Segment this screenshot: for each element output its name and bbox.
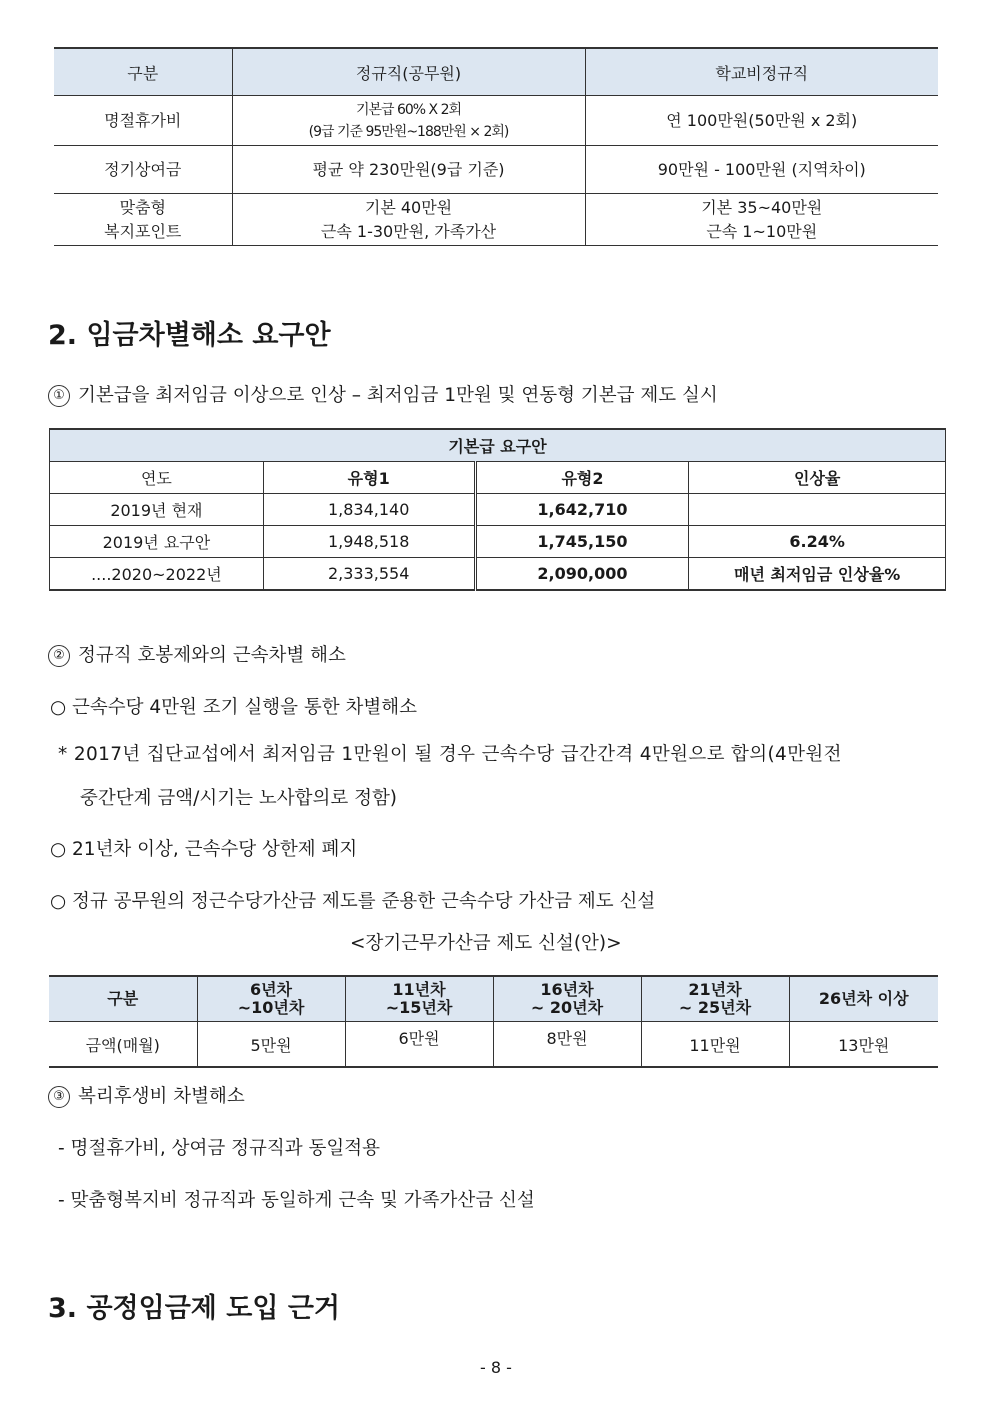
table-header-cell: 연도 [50, 462, 264, 494]
item-text: 기본급을 최저임금 이상으로 인상 – 최저임금 1만원 및 연동형 기본급 제도 실시 [78, 385, 718, 406]
header-line: ~ 25년차 [678, 998, 752, 1017]
table-header-cell: 인상율 [689, 462, 946, 494]
table-cell: 11만원 [641, 1022, 789, 1068]
table-cell: 2,090,000 [475, 558, 689, 591]
table-cell: 1,642,710 [475, 494, 689, 526]
table-header-cell: 구분 [49, 976, 197, 1022]
long-service-bonus-table [49, 975, 938, 1068]
table-header-cell [345, 976, 493, 1022]
table-cell [585, 96, 938, 146]
table-header-cell: 구분 [54, 48, 232, 96]
table-cell: 2019년 현재 [50, 494, 264, 526]
header-line: 16년차 [540, 980, 594, 999]
header-line: ~10년차 [237, 998, 305, 1017]
page-number: - 8 - [480, 1358, 512, 1377]
table-row [54, 146, 938, 194]
table-row [50, 494, 946, 526]
table-title-row [50, 429, 946, 462]
cell-line: 90만원 - 100만원 (지역차이) [657, 159, 866, 179]
cell-line: 맞춤형 [119, 197, 166, 217]
cell-line: 기본 40만원 [364, 197, 453, 217]
table-cell: 2,333,554 [263, 558, 475, 591]
table-cell: 8만원 [493, 1022, 641, 1068]
bullet-item: ○ 21년차 이상, 근속수당 상한제 폐지 [50, 839, 358, 860]
section-heading: 2. 임금차별해소 요구안 [48, 320, 331, 351]
bullet-item: ○ 정규 공무원의 정근수당가산금 제도를 준용한 근속수당 가산금 제도 신설 [50, 891, 656, 912]
table-row [50, 558, 946, 591]
table-cell [232, 194, 585, 246]
table-cell [232, 96, 585, 146]
cell-line: 기본 35~40만원 [701, 197, 823, 217]
circled-number: ③ [48, 1086, 70, 1108]
note-line: 중간단계 금액/시기는 노사합의로 정함) [80, 788, 398, 809]
cell-line: 연 100만원(50만원 x 2회) [666, 110, 858, 130]
dash-item: - 명절휴가비, 상여금 정규직과 동일적용 [58, 1138, 381, 1159]
table-header-cell [641, 976, 789, 1022]
table-header-row [54, 48, 938, 96]
benefits-comparison-table [54, 47, 938, 246]
item-text: 정규직 호봉제와의 근속차별 해소 [78, 645, 346, 666]
cell-line: 근속 1-30만원, 가족가산 [320, 221, 497, 241]
cell-line: 근속 1~10만원 [706, 221, 818, 241]
cell-line: (9급 기준 95만원~188만원 × 2회) [308, 123, 509, 140]
table-cell: 5만원 [197, 1022, 345, 1068]
item-3-paragraph [48, 1082, 245, 1108]
table-cell [232, 146, 585, 194]
row-label: 명절휴가비 [54, 96, 232, 146]
header-line: 11년차 [392, 980, 446, 999]
table-cell: 1,745,150 [475, 526, 689, 558]
header-line: ~15년차 [385, 998, 453, 1017]
item-1-paragraph [48, 381, 718, 407]
table-cell: 금액(매월) [49, 1022, 197, 1068]
table-cell: ....2020~2022년 [50, 558, 264, 591]
table-caption: <장기근무가산금 제도 신설(안)> [350, 933, 622, 954]
table-header-cell: 유형2 [475, 462, 689, 494]
table-row [54, 194, 938, 246]
header-line: ~ 20년차 [530, 998, 604, 1017]
table-cell: 6.24% [689, 526, 946, 558]
header-line: 6년차 [249, 980, 293, 999]
dash-item: - 맞춤형복지비 정규직과 동일하게 근속 및 가족가산금 신설 [58, 1190, 535, 1211]
circled-number: ② [48, 645, 70, 667]
table-header-cell: 유형1 [263, 462, 475, 494]
table-row [49, 1022, 938, 1068]
circled-number: ① [48, 385, 70, 407]
table-header-cell: 학교비정규직 [585, 48, 938, 96]
table-header-cell [197, 976, 345, 1022]
table-header-row [49, 976, 938, 1022]
table-cell: 1,834,140 [263, 494, 475, 526]
table-header-cell [493, 976, 641, 1022]
row-label: 정기상여금 [54, 146, 232, 194]
table-cell: 매년 최저임금 인상율% [689, 558, 946, 591]
section-heading: 3. 공정임금제 도입 근거 [48, 1293, 340, 1324]
table-header-cell: 26년차 이상 [789, 976, 938, 1022]
table-cell: 2019년 요구안 [50, 526, 264, 558]
table-row [50, 526, 946, 558]
table-cell: 6만원 [345, 1022, 493, 1068]
table-cell: 13만원 [789, 1022, 938, 1068]
table-row [54, 96, 938, 146]
row-label [54, 194, 232, 246]
table-cell [585, 194, 938, 246]
cell-line: 복지포인트 [104, 221, 182, 241]
cell-line: 평균 약 230만원(9급 기준) [312, 159, 505, 179]
table-cell [585, 146, 938, 194]
table-header-row [50, 462, 946, 494]
cell-line: 기본급 60% X 2회 [355, 101, 462, 118]
item-2-paragraph [48, 641, 346, 667]
table-cell [689, 494, 946, 526]
bullet-item: ○ 근속수당 4만원 조기 실행을 통한 차별해소 [50, 697, 418, 718]
table-cell: 1,948,518 [263, 526, 475, 558]
base-pay-table [49, 428, 946, 591]
item-text: 복리후생비 차별해소 [78, 1086, 245, 1107]
note-line: * 2017년 집단교섭에서 최저임금 1만원이 될 경우 근속수당 급간간격 4만원으로 합의(4만원전 [58, 744, 842, 765]
table-title: 기본급 요구안 [50, 429, 946, 462]
header-line: 21년차 [688, 980, 742, 999]
table-header-cell: 정규직(공무원) [232, 48, 585, 96]
